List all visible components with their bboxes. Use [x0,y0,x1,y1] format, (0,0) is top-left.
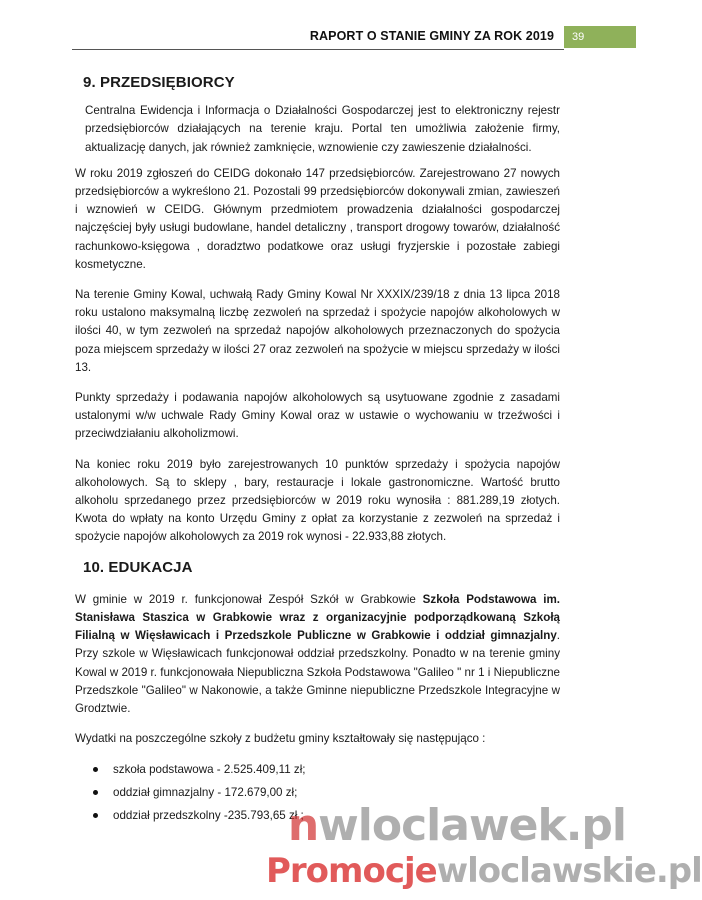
paragraph-text: W gminie w 2019 r. funkcjonował Zespół Szkół w Grabkowie [75,592,423,606]
report-title: RAPORT O STANIE GMINY ZA ROK 2019 [309,29,554,43]
intro-paragraph: Centralna Ewidencja i Informacja o Działalności Gospodarczej jest to elektroniczny rejestr przedsiębiorców działających na terenie kraju. Portal ten umożliwia założenie firmy, aktualizację danych, jak również zamknięcie, wznowienie czy zawieszenie działalności. [85,104,560,154]
section-edukacja [75,559,560,825]
watermark-text: wloclawek.pl [318,800,626,851]
paragraph-schools [75,591,560,718]
watermark-letter: n [287,800,319,851]
bullet-icon [93,790,98,795]
page-header [0,26,636,50]
paragraph-expenses-intro: Wydatki na poszczególne szkoły z budżetu gminy kształtowały się następująco : [75,732,486,746]
paragraph-sales-points: Punkty sprzedaży i podawania napojów alkoholowych są usytuowane zgodnie z zasadami ustalonymi w/w uchwale Rady Gminy Kowal oraz w ustawie o wychowaniu w trzeźwości i przeciwdziałaniu alkoholizmowi. [75,391,560,441]
section-heading: 9. PRZEDSIĘBIORCY [83,74,235,91]
bullet-icon [93,813,98,818]
paragraph-ceidg: W roku 2019 zgłoszeń do CEIDG dokonało 147 przedsiębiorców. Zarejestrowano 27 nowych przedsiębiorców a wykreślono 21. Pozostali 99 przedsiębiorców dokonywali zmian, zawieszeń i wznowień w CEIDG. Głównym przedmiotem prowadzenia działalności gospodarczej najczęściej były usługi budowlane, handel detaliczny , transport drogowy towarów, działalność rachunkowo-księgowa , doradztwo podatkowe oraz usługi fryzjerskie i pozostałe zabiegi kosmetyczne. [75,166,560,271]
list-item [93,761,560,779]
watermark-text: wloclawskie.pl [436,851,702,891]
watermark-promocje [266,851,702,891]
paragraph-text: . Przy szkole w Więsławicach funkcjonował oddział przedszkolny. Ponadto w na terenie gminy Kowal w 2019 r. funkcjonowała Niepubliczna Szkoła Podstawowa "Galileo " nr 1 i Niepubliczne Przedszkole "Galileo" w Nakonowie, a także Gminne niepubliczne Przedszkole Integracyjne w Grodztwie. [75,629,560,716]
school-name-bold: Szkoła Podstawowa im. Stanisława Staszica w Grabkowie wraz z organizacyjnie podporządkowaną Szkołą Filialną w Więsławicach i Przedszkole Publiczne w Grabkowie i oddział gimnazjalny [75,592,560,643]
section-przedsiebiorcy [75,74,560,547]
watermark-nwloclawek [266,800,626,851]
page-number-badge: 39 [564,26,636,48]
list-item-text: szkoła podstawowa - 2.525.409,11 zł; [113,762,306,776]
list-item-text: oddział gimnazjalny - 172.679,00 zł; [113,785,298,799]
watermark-text: Promocje [266,851,437,891]
list-item-text: oddział przedszkolny -235.793,65 zł ; [113,808,304,822]
document-body [75,74,560,830]
paragraph-alcohol-permits: Na terenie Gminy Kowal, uchwałą Rady Gminy Kowal Nr XXXIX/239/18 z dnia 13 lipca 2018 roku ustalono maksymalną liczbę zezwoleń na sprzedaż i spożycie napojów alkoholowych w ilości 40, w tym zezwoleń na sprzedaż napojów alkoholowych przeznaczonych do spożycia poza miejscem sprzedaży w ilości 27 oraz zezwoleń na spożycie w miejscu sprzedaży w ilości 13. [75,288,560,374]
section-heading: 10. EDUKACJA [83,558,193,576]
paragraph-alcohol-value: Na koniec roku 2019 było zarejestrowanych 10 punktów sprzedaży i spożycia napojów alkoholowych. Są to sklepy , bary, restauracje i lokale gastronomiczne. Wartość brutto alkoholu sprzedanego przez przedsiębiorców w 2019 roku wynosiła : 881.289,19 złotych. Kwota do wpłaty na konto Urzędu Gminy z opłat za korzystanie z zezwoleń na sprzedaż i spożycie napojów alkoholowych za 2019 rok wynosi - 22.933,88 złotych. [75,457,560,544]
header-divider [72,49,564,50]
bullet-icon [93,767,98,772]
